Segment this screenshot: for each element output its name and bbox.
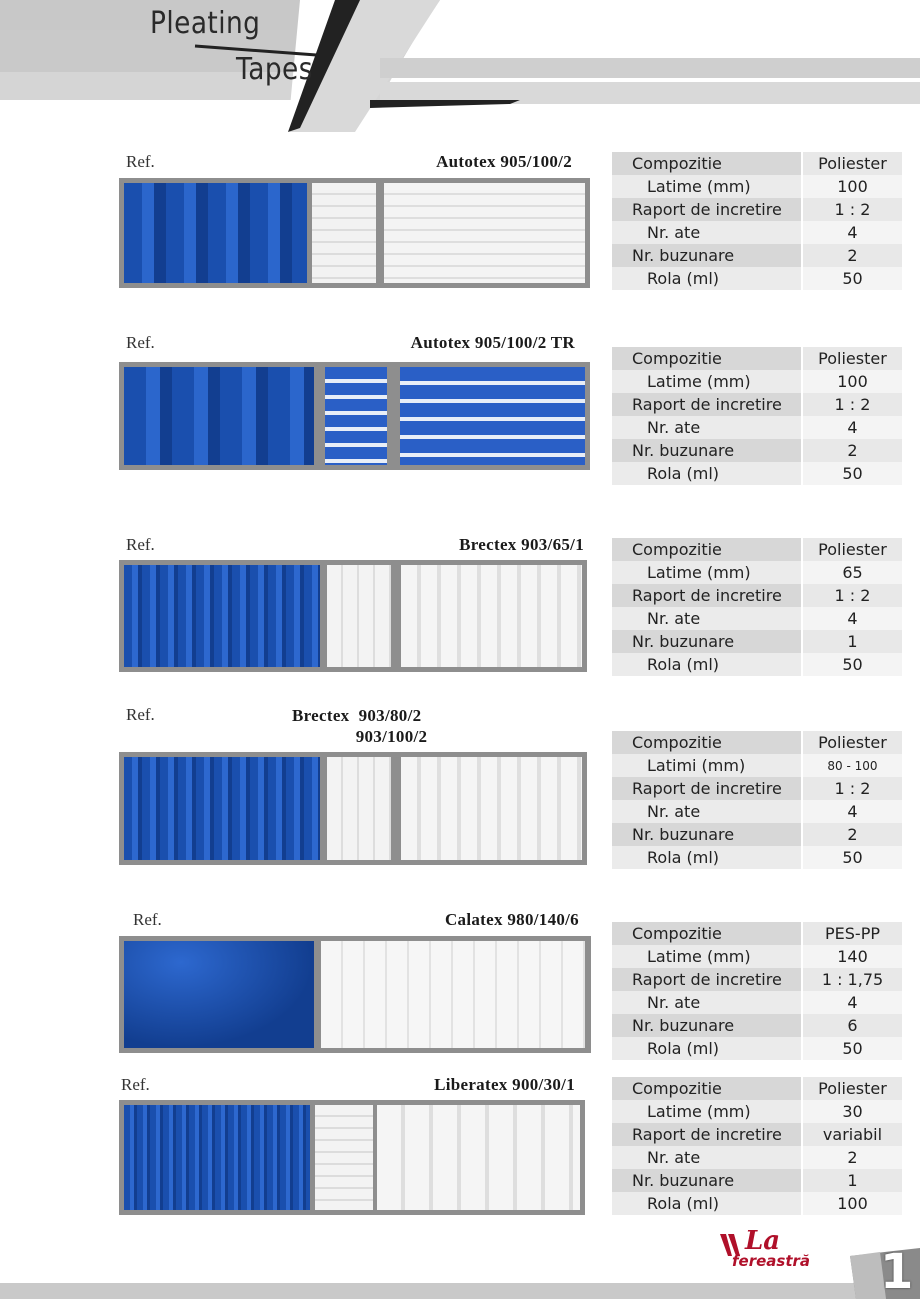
product-photo [119, 1100, 585, 1215]
spec-value: 4 [802, 416, 902, 439]
spec-table [612, 922, 902, 1060]
spec-value: Poliester [802, 152, 902, 175]
product-photo [119, 560, 587, 672]
tape-sample-pleated [400, 367, 585, 465]
product-name: Autotex 905/100/2 [436, 152, 572, 171]
spec-label: Rola (ml) [612, 653, 802, 676]
curtain-sample [124, 183, 307, 283]
spec-label: Rola (ml) [612, 846, 802, 869]
spec-label: Rola (ml) [612, 267, 802, 290]
spec-value: 50 [802, 462, 902, 485]
curtain-sample [124, 1105, 310, 1210]
spec-value: 4 [802, 607, 902, 630]
tape-sample-flat [315, 1105, 373, 1210]
product-name: Brectex 903/65/1 [459, 535, 584, 554]
spec-label: Nr. ate [612, 416, 802, 439]
spec-value: 50 [802, 267, 902, 290]
spec-value: Poliester [802, 1077, 902, 1100]
spec-value: 30 [802, 1100, 902, 1123]
ref-label: Ref. [133, 910, 162, 929]
spec-value: 4 [802, 800, 902, 823]
spec-label: Nr. ate [612, 221, 802, 244]
spec-value: 80 - 100 [802, 754, 902, 777]
tape-sample-pleated [377, 1105, 580, 1210]
spec-label: Latime (mm) [612, 945, 802, 968]
spec-label: Latimi (mm) [612, 754, 802, 777]
brand-logo [718, 1226, 868, 1278]
spec-value: 100 [802, 1192, 902, 1215]
ref-label: Ref. [126, 535, 155, 554]
product-photo [119, 936, 591, 1053]
product-photo [119, 178, 590, 288]
spec-label: Compozitie [612, 731, 802, 754]
ref-label: Ref. [126, 152, 155, 171]
spec-value: 4 [802, 221, 902, 244]
spec-value: 4 [802, 991, 902, 1014]
spec-label: Nr. buzunare [612, 439, 802, 462]
logo-text-la: La [745, 1226, 781, 1256]
spec-value: 50 [802, 653, 902, 676]
spec-value: 2 [802, 244, 902, 267]
ref-label: Ref. [121, 1075, 150, 1094]
spec-label: Rola (ml) [612, 1192, 802, 1215]
page-title-line1: Pleating [150, 6, 261, 41]
product-name: Autotex 905/100/2 TR [410, 333, 575, 352]
spec-label: Compozitie [612, 347, 802, 370]
spec-label: Raport de incretire [612, 198, 802, 221]
spec-table [612, 1077, 902, 1215]
spec-value: 6 [802, 1014, 902, 1037]
spec-value: 1 [802, 1169, 902, 1192]
spec-label: Rola (ml) [612, 462, 802, 485]
spec-table [612, 347, 902, 485]
spec-label: Rola (ml) [612, 1037, 802, 1060]
spec-value: 1 : 1,75 [802, 968, 902, 991]
spec-value: 1 : 2 [802, 198, 902, 221]
spec-value: 2 [802, 439, 902, 462]
spec-label: Nr. buzunare [612, 1169, 802, 1192]
spec-label: Raport de incretire [612, 1123, 802, 1146]
spec-label: Nr. buzunare [612, 244, 802, 267]
spec-label: Compozitie [612, 538, 802, 561]
page-header [0, 0, 920, 140]
tape-sample-pleated [384, 183, 585, 283]
spec-label: Latime (mm) [612, 1100, 802, 1123]
spec-value: 140 [802, 945, 902, 968]
spec-value: 100 [802, 175, 902, 198]
tape-sample [321, 941, 585, 1048]
tape-sample-pleated [401, 565, 582, 667]
ref-label: Ref. [126, 333, 155, 352]
spec-value: 1 [802, 630, 902, 653]
spec-table [612, 538, 902, 676]
spec-label: Nr. ate [612, 991, 802, 1014]
spec-label: Latime (mm) [612, 370, 802, 393]
header-graphic [0, 0, 920, 140]
spec-label: Latime (mm) [612, 175, 802, 198]
spec-table [612, 152, 902, 290]
page-number: 1 [880, 1244, 914, 1300]
spec-table [612, 731, 902, 869]
spec-label: Raport de incretire [612, 584, 802, 607]
spec-label: Raport de incretire [612, 968, 802, 991]
footer-bar [0, 1283, 920, 1299]
spec-value: 1 : 2 [802, 777, 902, 800]
curtain-sample [124, 757, 320, 860]
spec-label: Nr. buzunare [612, 1014, 802, 1037]
spec-value: Poliester [802, 538, 902, 561]
spec-value: 1 : 2 [802, 393, 902, 416]
page-title-line2: Tapes [236, 52, 313, 87]
spec-value: 50 [802, 846, 902, 869]
spec-label: Nr. ate [612, 607, 802, 630]
curtain-sample [124, 941, 314, 1048]
spec-value: PES-PP [802, 922, 902, 945]
logo-text-fereastra: fereastră [732, 1252, 811, 1270]
spec-label: Nr. buzunare [612, 823, 802, 846]
spec-value: 65 [802, 561, 902, 584]
product-photo [119, 362, 590, 470]
product-photo [119, 752, 587, 865]
spec-label: Compozitie [612, 152, 802, 175]
spec-label: Nr. buzunare [612, 630, 802, 653]
tape-sample-pleated [401, 757, 582, 860]
product-name: Calatex 980/140/6 [444, 910, 579, 929]
spec-value: 100 [802, 370, 902, 393]
spec-value: Poliester [802, 731, 902, 754]
spec-value: variabil [802, 1123, 902, 1146]
curtain-sample [124, 565, 320, 667]
spec-label: Nr. ate [612, 1146, 802, 1169]
spec-value: 2 [802, 1146, 902, 1169]
product-name: Liberatex 900/30/1 [434, 1075, 575, 1094]
spec-label: Nr. ate [612, 800, 802, 823]
spec-label: Latime (mm) [612, 561, 802, 584]
spec-value: 50 [802, 1037, 902, 1060]
tape-sample-flat [327, 757, 391, 860]
spec-label: Compozitie [612, 922, 802, 945]
product-name: Brectex 903/80/2 903/100/2 [292, 706, 428, 746]
curtain-sample [124, 367, 314, 465]
tape-sample-flat [312, 183, 376, 283]
tape-sample-flat [325, 367, 387, 465]
spec-label: Compozitie [612, 1077, 802, 1100]
spec-value: Poliester [802, 347, 902, 370]
spec-label: Raport de incretire [612, 393, 802, 416]
tape-sample-flat [327, 565, 391, 667]
spec-value: 1 : 2 [802, 584, 902, 607]
spec-value: 2 [802, 823, 902, 846]
ref-label: Ref. [126, 705, 155, 724]
spec-label: Raport de incretire [612, 777, 802, 800]
